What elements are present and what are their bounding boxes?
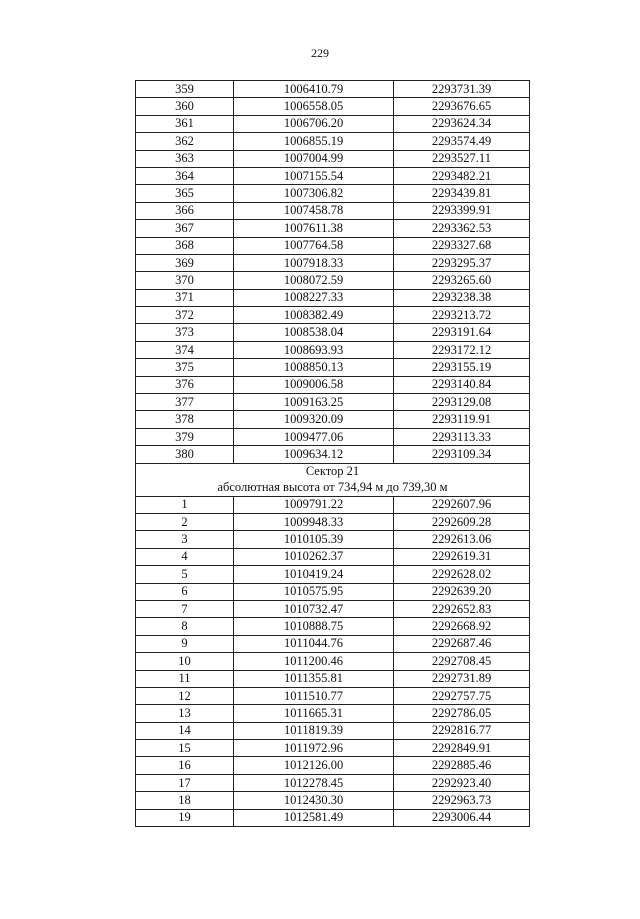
y-coordinate-cell: 2292668.92 (394, 618, 530, 635)
y-coordinate-cell: 2293129.08 (394, 394, 530, 411)
y-coordinate-cell: 2293731.39 (394, 81, 530, 98)
table-row (136, 272, 530, 289)
table-row (136, 115, 530, 132)
table-row (136, 687, 530, 704)
y-coordinate-cell: 2293191.64 (394, 324, 530, 341)
x-coordinate-cell: 1011665.31 (234, 705, 394, 722)
point-number-cell: 375 (136, 359, 234, 376)
point-number-cell: 368 (136, 237, 234, 254)
x-coordinate-cell: 1008382.49 (234, 307, 394, 324)
sector-subtitle-row (136, 480, 530, 497)
y-coordinate-cell: 2292923.40 (394, 774, 530, 791)
x-coordinate-cell: 1009006.58 (234, 376, 394, 393)
y-coordinate-cell: 2292607.96 (394, 496, 530, 513)
table-row (136, 531, 530, 548)
y-coordinate-cell: 2293172.12 (394, 341, 530, 358)
table-row (136, 376, 530, 393)
point-number-cell: 12 (136, 687, 234, 704)
x-coordinate-cell: 1008850.13 (234, 359, 394, 376)
table-row (136, 150, 530, 167)
x-coordinate-cell: 1007611.38 (234, 220, 394, 237)
y-coordinate-cell: 2292652.83 (394, 600, 530, 617)
coordinates-table-body (136, 81, 530, 827)
page-number: 229 (311, 46, 329, 60)
x-coordinate-cell: 1011819.39 (234, 722, 394, 739)
table-row (136, 98, 530, 115)
y-coordinate-cell: 2292613.06 (394, 531, 530, 548)
point-number-cell: 379 (136, 428, 234, 445)
table-row (136, 653, 530, 670)
table-row (136, 81, 530, 98)
x-coordinate-cell: 1008693.93 (234, 341, 394, 358)
table-row (136, 307, 530, 324)
point-number-cell: 1 (136, 496, 234, 513)
point-number-cell: 370 (136, 272, 234, 289)
table-row (136, 566, 530, 583)
y-coordinate-cell: 2292639.20 (394, 583, 530, 600)
coordinates-table (135, 80, 530, 827)
point-number-cell: 19 (136, 809, 234, 826)
y-coordinate-cell: 2293213.72 (394, 307, 530, 324)
point-number-cell: 359 (136, 81, 234, 98)
x-coordinate-cell: 1012581.49 (234, 809, 394, 826)
table-row (136, 496, 530, 513)
x-coordinate-cell: 1009634.12 (234, 446, 394, 463)
y-coordinate-cell: 2293327.68 (394, 237, 530, 254)
table-row (136, 220, 530, 237)
x-coordinate-cell: 1006706.20 (234, 115, 394, 132)
y-coordinate-cell: 2292786.05 (394, 705, 530, 722)
point-number-cell: 17 (136, 774, 234, 791)
y-coordinate-cell: 2293362.53 (394, 220, 530, 237)
y-coordinate-cell: 2293119.91 (394, 411, 530, 428)
table-row (136, 705, 530, 722)
point-number-cell: 366 (136, 202, 234, 219)
y-coordinate-cell: 2293482.21 (394, 167, 530, 184)
x-coordinate-cell: 1009948.33 (234, 513, 394, 530)
point-number-cell: 369 (136, 254, 234, 271)
table-row (136, 254, 530, 271)
point-number-cell: 376 (136, 376, 234, 393)
point-number-cell: 361 (136, 115, 234, 132)
point-number-cell: 362 (136, 133, 234, 150)
point-number-cell: 14 (136, 722, 234, 739)
point-number-cell: 11 (136, 670, 234, 687)
x-coordinate-cell: 1012430.30 (234, 792, 394, 809)
point-number-cell: 380 (136, 446, 234, 463)
y-coordinate-cell: 2293155.19 (394, 359, 530, 376)
table-row (136, 411, 530, 428)
x-coordinate-cell: 1011044.76 (234, 635, 394, 652)
x-coordinate-cell: 1008227.33 (234, 289, 394, 306)
point-number-cell: 372 (136, 307, 234, 324)
point-number-cell: 13 (136, 705, 234, 722)
point-number-cell: 9 (136, 635, 234, 652)
x-coordinate-cell: 1006558.05 (234, 98, 394, 115)
table-row (136, 809, 530, 826)
point-number-cell: 360 (136, 98, 234, 115)
x-coordinate-cell: 1006855.19 (234, 133, 394, 150)
x-coordinate-cell: 1007004.99 (234, 150, 394, 167)
table-row (136, 740, 530, 757)
point-number-cell: 2 (136, 513, 234, 530)
x-coordinate-cell: 1007764.58 (234, 237, 394, 254)
x-coordinate-cell: 1010575.95 (234, 583, 394, 600)
point-number-cell: 3 (136, 531, 234, 548)
x-coordinate-cell: 1012126.00 (234, 757, 394, 774)
y-coordinate-cell: 2293574.49 (394, 133, 530, 150)
x-coordinate-cell: 1010105.39 (234, 531, 394, 548)
y-coordinate-cell: 2292885.46 (394, 757, 530, 774)
point-number-cell: 378 (136, 411, 234, 428)
point-number-cell: 365 (136, 185, 234, 202)
table-row (136, 583, 530, 600)
x-coordinate-cell: 1011200.46 (234, 653, 394, 670)
table-row (136, 757, 530, 774)
table-row (136, 513, 530, 530)
y-coordinate-cell: 2293295.37 (394, 254, 530, 271)
y-coordinate-cell: 2293238.38 (394, 289, 530, 306)
point-number-cell: 7 (136, 600, 234, 617)
x-coordinate-cell: 1010888.75 (234, 618, 394, 635)
table-row (136, 670, 530, 687)
y-coordinate-cell: 2292708.45 (394, 653, 530, 670)
table-row (136, 394, 530, 411)
point-number-cell: 6 (136, 583, 234, 600)
y-coordinate-cell: 2293624.34 (394, 115, 530, 132)
y-coordinate-cell: 2292619.31 (394, 548, 530, 565)
table-row (136, 618, 530, 635)
table-row (136, 324, 530, 341)
y-coordinate-cell: 2293399.91 (394, 202, 530, 219)
sector-title-row (136, 463, 530, 480)
table-row (136, 359, 530, 376)
x-coordinate-cell: 1011972.96 (234, 740, 394, 757)
x-coordinate-cell: 1008072.59 (234, 272, 394, 289)
point-number-cell: 367 (136, 220, 234, 237)
point-number-cell: 10 (136, 653, 234, 670)
y-coordinate-cell: 2293109.34 (394, 446, 530, 463)
table-row (136, 446, 530, 463)
table-row (136, 428, 530, 445)
table-row (136, 185, 530, 202)
x-coordinate-cell: 1009791.22 (234, 496, 394, 513)
y-coordinate-cell: 2292731.89 (394, 670, 530, 687)
point-number-cell: 373 (136, 324, 234, 341)
x-coordinate-cell: 1007155.54 (234, 167, 394, 184)
x-coordinate-cell: 1007918.33 (234, 254, 394, 271)
x-coordinate-cell: 1012278.45 (234, 774, 394, 791)
table-row (136, 600, 530, 617)
table-row (136, 167, 530, 184)
point-number-cell: 8 (136, 618, 234, 635)
y-coordinate-cell: 2293439.81 (394, 185, 530, 202)
point-number-cell: 371 (136, 289, 234, 306)
y-coordinate-cell: 2292687.46 (394, 635, 530, 652)
table-row (136, 774, 530, 791)
point-number-cell: 363 (136, 150, 234, 167)
x-coordinate-cell: 1009477.06 (234, 428, 394, 445)
table-row (136, 341, 530, 358)
x-coordinate-cell: 1006410.79 (234, 81, 394, 98)
y-coordinate-cell: 2293113.33 (394, 428, 530, 445)
x-coordinate-cell: 1011510.77 (234, 687, 394, 704)
table-row (136, 133, 530, 150)
table-row (136, 635, 530, 652)
point-number-cell: 4 (136, 548, 234, 565)
y-coordinate-cell: 2293140.84 (394, 376, 530, 393)
y-coordinate-cell: 2292849.91 (394, 740, 530, 757)
point-number-cell: 374 (136, 341, 234, 358)
table-row (136, 289, 530, 306)
point-number-cell: 377 (136, 394, 234, 411)
table-row (136, 202, 530, 219)
x-coordinate-cell: 1009163.25 (234, 394, 394, 411)
table-row (136, 237, 530, 254)
x-coordinate-cell: 1010419.24 (234, 566, 394, 583)
y-coordinate-cell: 2292816.77 (394, 722, 530, 739)
point-number-cell: 364 (136, 167, 234, 184)
point-number-cell: 18 (136, 792, 234, 809)
x-coordinate-cell: 1007306.82 (234, 185, 394, 202)
point-number-cell: 15 (136, 740, 234, 757)
table-row (136, 722, 530, 739)
x-coordinate-cell: 1011355.81 (234, 670, 394, 687)
y-coordinate-cell: 2293676.65 (394, 98, 530, 115)
y-coordinate-cell: 2292609.28 (394, 513, 530, 530)
y-coordinate-cell: 2293006.44 (394, 809, 530, 826)
y-coordinate-cell: 2292963.73 (394, 792, 530, 809)
x-coordinate-cell: 1008538.04 (234, 324, 394, 341)
y-coordinate-cell: 2293527.11 (394, 150, 530, 167)
y-coordinate-cell: 2292628.02 (394, 566, 530, 583)
x-coordinate-cell: 1009320.09 (234, 411, 394, 428)
table-row (136, 548, 530, 565)
x-coordinate-cell: 1007458.78 (234, 202, 394, 219)
sector-title: Сектор 21 (136, 463, 530, 480)
x-coordinate-cell: 1010732.47 (234, 600, 394, 617)
y-coordinate-cell: 2292757.75 (394, 687, 530, 704)
x-coordinate-cell: 1010262.37 (234, 548, 394, 565)
point-number-cell: 5 (136, 566, 234, 583)
point-number-cell: 16 (136, 757, 234, 774)
table-row (136, 792, 530, 809)
y-coordinate-cell: 2293265.60 (394, 272, 530, 289)
sector-subtitle: абсолютная высота от 734,94 м до 739,30 м (136, 480, 530, 497)
